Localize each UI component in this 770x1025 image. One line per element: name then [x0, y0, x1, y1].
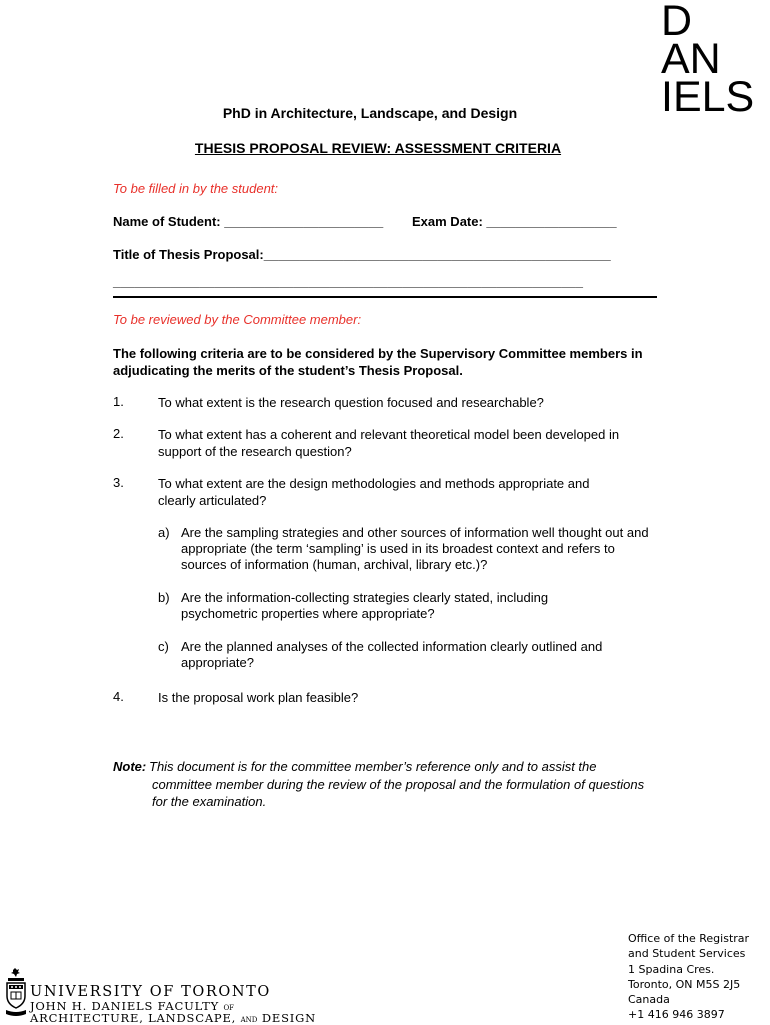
question-3-number: 3.: [113, 475, 124, 490]
program-title: PhD in Architecture, Landscape, and Design: [222, 105, 518, 121]
faculty-line-1b: OF: [223, 1004, 235, 1012]
daniels-logo: [661, 0, 770, 121]
faculty-line-2b: AND: [240, 1016, 258, 1024]
subquestion-a-text: Are the sampling strategies and other sources of information well thought out and appropriate (the term ‘sampling’ is used in its broadest context and refers to sources of information (human, archival, library etc.)?: [181, 525, 649, 572]
note-text-body: This document is for the committee member’s reference only and to assist the committee member during the review of the proposal and the formulation of questions for the examination.: [149, 759, 645, 809]
section-divider: [113, 296, 657, 298]
question-1-text: To what extent is the research question focused and researchable?: [158, 395, 544, 410]
thesis-title-field[interactable]: Title of Thesis Proposal:________________________________________________: [113, 247, 611, 262]
subquestion-c-label: c): [158, 639, 169, 654]
subquestion-a-label: a): [158, 525, 170, 540]
question-2-text: To what extent has a coherent and relevant theoretical model been developed in support of the research question?: [158, 427, 620, 459]
faculty-line-2a: ARCHITECTURE, LANDSCAPE,: [30, 1011, 237, 1025]
form-title: THESIS PROPOSAL REVIEW: ASSESSMENT CRITERIA: [194, 140, 562, 156]
university-crest-icon: [4, 968, 28, 1022]
student-instruction: To be filled in by the student:: [113, 181, 279, 196]
subquestion-b-text: Are the information-collecting strategies clearly stated, including psychometric properties where appropriate?: [181, 590, 549, 621]
subquestion-b: [158, 590, 668, 622]
note-block: [113, 758, 653, 811]
subquestion-b-label: b): [158, 590, 170, 605]
logo-line-2: AN: [661, 35, 721, 83]
note-label: Note:: [113, 759, 147, 774]
faculty-line-1a: JOHN H. DANIELS FACULTY: [30, 999, 219, 1013]
logo-line-3: IELS: [661, 73, 755, 121]
faculty-line-2: [30, 1011, 316, 1025]
exam-date-field[interactable]: Exam Date: __________________: [412, 214, 617, 229]
subquestion-c-text: Are the planned analyses of the collected information clearly outlined and appropriate?: [181, 639, 603, 670]
faculty-line-2c: DESIGN: [261, 1011, 316, 1025]
office-line-6: +1 416 946 3897: [628, 1008, 725, 1022]
criteria-intro: The following criteria are to be considered by the Supervisory Committee members in adjudicating the merits of the student’s Thesis Proposal.: [113, 346, 643, 378]
subquestion-c: [158, 639, 668, 671]
logo-line-1: D: [661, 0, 693, 45]
question-4-number: 4.: [113, 689, 124, 704]
office-line-4: Toronto, ON M5S 2J5: [628, 977, 741, 991]
question-2-number: 2.: [113, 426, 124, 441]
student-name-field[interactable]: Name of Student: ______________________: [113, 214, 384, 229]
question-1-number: 1.: [113, 394, 124, 409]
office-line-5: Canada: [628, 993, 670, 1007]
committee-instruction: To be reviewed by the Committee member:: [113, 312, 362, 327]
note-text: [149, 758, 653, 811]
thesis-title-line-2[interactable]: _________________________________________________________________: [113, 274, 583, 289]
subquestion-a: [158, 525, 668, 573]
office-line-2: and Student Services: [628, 947, 746, 961]
question-4-text: Is the proposal work plan feasible?: [158, 690, 359, 705]
question-3-text: To what extent are the design methodologies and methods appropriate and clearly articulated?: [158, 476, 590, 508]
office-address: [628, 931, 770, 1023]
uoft-name: UNIVERSITY OF TORONTO: [30, 984, 271, 1000]
office-line-3: 1 Spadina Cres.: [628, 962, 715, 976]
office-line-1: Office of the Registrar: [628, 932, 750, 945]
